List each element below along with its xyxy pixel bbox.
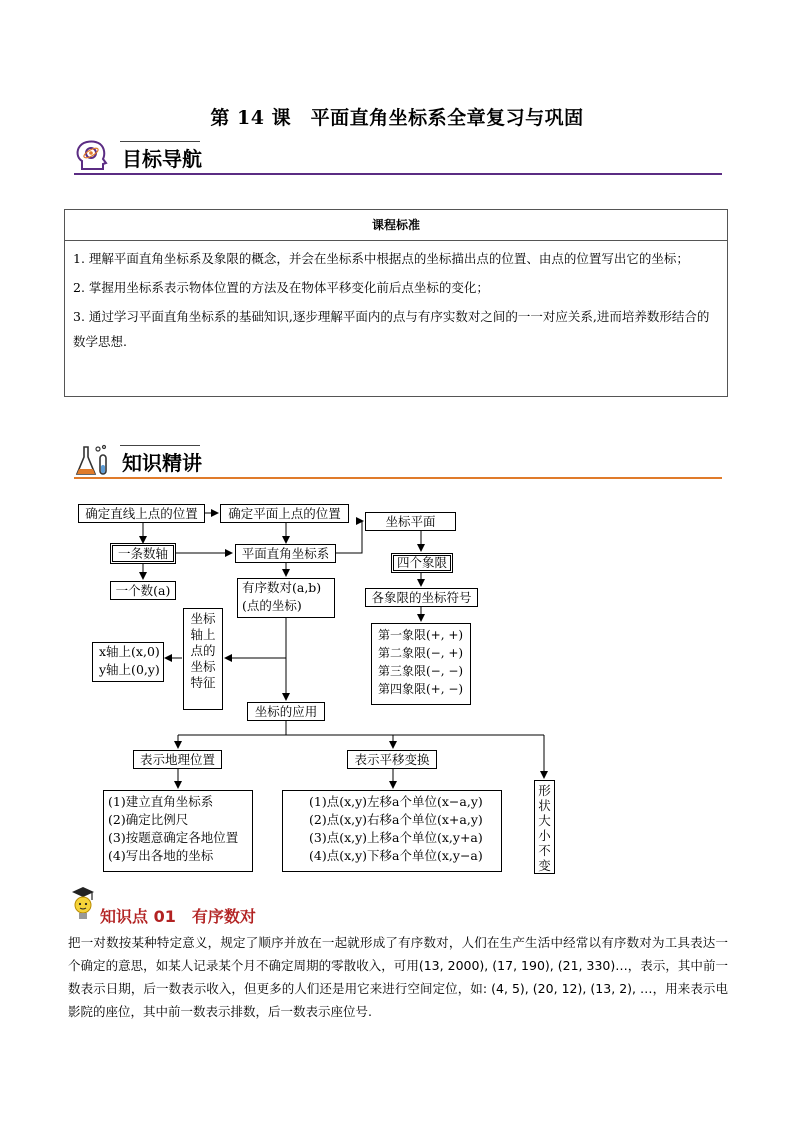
axis-point-y: y轴上(0,y)	[99, 662, 160, 677]
page-title: 第 14 课 平面直角坐标系全章复习与巩固	[210, 107, 584, 129]
ordered-pair-line-2: (点的坐标)	[242, 598, 302, 613]
quadrant-item: 第四象限(+, −)	[378, 682, 464, 696]
translate-step: (3)点(x,y)上移a个单位(x,y+a)	[309, 830, 483, 845]
box-number-axis: 一条数轴	[110, 543, 176, 564]
geo-step: (1)建立直角坐标系	[108, 794, 214, 809]
box-translate-steps	[282, 790, 502, 872]
standard-item: 1. 理解平面直角坐标系及象限的概念，并会在坐标系中根据点的坐标描出点的位置、由点的位置写出它的坐标；	[73, 251, 689, 266]
quadrant-item: 第三象限(−, −)	[378, 664, 464, 678]
section-title-goal: 目标导航	[122, 147, 202, 171]
box-plane-system: 平面直角坐标系	[235, 544, 336, 563]
quadrant-item: 第一象限(+, +)	[378, 628, 464, 642]
ordered-pair-line-1: 有序数对(a,b)	[242, 580, 322, 595]
box-application: 坐标的应用	[247, 702, 325, 721]
box-translate: 表示平移变换	[347, 750, 437, 769]
geo-step: (4)写出各地的坐标	[108, 848, 214, 863]
translate-step: (1)点(x,y)左移a个单位(x−a,y)	[309, 794, 483, 809]
translate-step: (4)点(x,y)下移a个单位(x,y−a)	[309, 848, 483, 863]
box-shape-unchanged: 形状大小不变	[534, 780, 555, 874]
section-title-knowledge: 知识精讲	[122, 451, 202, 475]
box-quadrant-list	[371, 623, 471, 705]
box-coord-plane: 坐标平面	[365, 512, 456, 531]
translate-step: (2)点(x,y)右移a个单位(x+a,y)	[309, 812, 483, 827]
box-plane-position: 确定平面上点的位置	[220, 504, 349, 523]
box-axis-points	[92, 642, 164, 682]
box-quadrant-signs: 各象限的坐标符号	[365, 588, 478, 607]
box-axis-feature: 坐标轴上点的坐标特征	[183, 608, 223, 710]
box-ordered-pair	[237, 578, 335, 618]
geo-step: (3)按题意确定各地位置	[108, 830, 239, 845]
quadrant-item: 第二象限(−, +)	[378, 646, 464, 660]
geo-step: (2)确定比例尺	[108, 812, 189, 827]
standard-item: 3. 通过学习平面直角坐标系的基础知识,逐步理解平面内的点与有序实数对之间的一一对应关系,进而培养数形结合的数学思想.	[73, 309, 710, 349]
knowledge-point-body: 把一对数按某种特定意义，规定了顺序并放在一起就形成了有序数对，人们在生产生活中经常以有序数对为工具表达一个确定的意思，如某人记录某个月不确定周期的零散收入，可用(13, 2000), (17, 190), (21, 330)…，表示，其中前一数表示日期，后一数表示收入，但更多的人们还是用它来进行空间定位，如: (4, 5), (20, 12), (13, 2), …，用来表示电影院的座位，其中前一数表示排数，后一数表示座位号.	[68, 935, 728, 1019]
lightbulb-graduate-icon	[68, 884, 98, 924]
box-line-position: 确定直线上点的位置	[78, 504, 205, 523]
box-geo-steps	[103, 790, 253, 872]
box-four-quadrants: 四个象限	[391, 553, 453, 573]
standards-header: 课程标准	[65, 210, 727, 241]
standard-item: 2. 掌握用坐标系表示物体位置的方法及在物体平移变化前后点坐标的变化；	[73, 280, 489, 295]
axis-point-x: x轴上(x,0)	[99, 644, 160, 659]
knowledge-point-title: 知识点 01 有序数对	[100, 907, 256, 926]
box-one-number: 一个数(a)	[110, 581, 176, 600]
box-geo: 表示地理位置	[133, 750, 222, 769]
